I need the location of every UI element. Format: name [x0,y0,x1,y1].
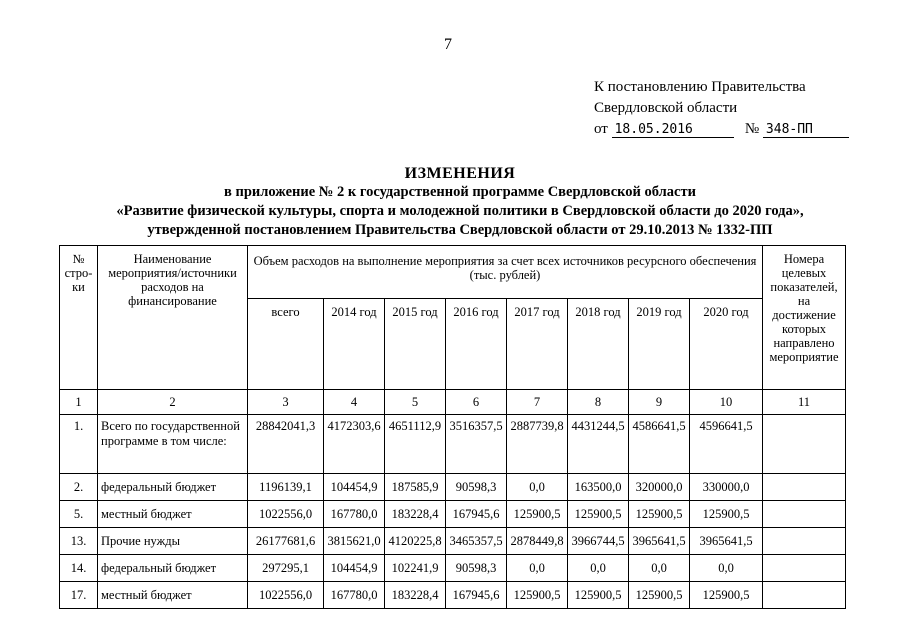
value-2016: 90598,3 [446,474,507,501]
row-name: Прочие нужды [98,528,248,555]
header-year-2019: 2019 год [629,299,690,390]
value-2018: 4431244,5 [568,415,629,474]
value-2016: 167945,6 [446,582,507,609]
heading-line-2: «Развитие физической культуры, спорта и молодежной политики в Свердловской области до 2020 года», [116,203,804,219]
value-2017: 2878449,8 [507,528,568,555]
row-targets [763,501,846,528]
approval-number-label: № [744,121,760,137]
value-2016: 167945,6 [446,501,507,528]
row-name: местный бюджет [98,582,248,609]
table-row [60,582,846,609]
value-2017: 125900,5 [507,501,568,528]
header-year-2018: 2018 год [568,299,629,390]
value-2020: 0,0 [690,555,763,582]
header-year-2016: 2016 год [446,299,507,390]
value-2018: 0,0 [568,555,629,582]
value-2016: 3465357,5 [446,528,507,555]
column-index: 4 [324,390,385,415]
value-2015: 187585,9 [385,474,446,501]
row-targets [763,555,846,582]
approval-date-line [594,119,849,140]
value-2020: 4596641,5 [690,415,763,474]
row-number: 14. [60,555,98,582]
heading-line-3: утвержденной постановлением Правительства Свердловской области от 29.10.2013 № 1332-ПП [147,222,773,238]
value-2015: 183228,4 [385,582,446,609]
row-name: местный бюджет [98,501,248,528]
value-2015: 4120225,8 [385,528,446,555]
approval-number: 348-ПП [763,123,849,138]
value-total: 297295,1 [248,555,324,582]
row-name: федеральный бюджет [98,555,248,582]
column-index: 1 [60,390,98,415]
value-2014: 104454,9 [324,474,385,501]
document-heading [60,165,860,240]
value-2015: 102241,9 [385,555,446,582]
header-row-number: № стро-ки [60,246,98,390]
header-year-2020: 2020 год [690,299,763,390]
column-index: 7 [507,390,568,415]
row-targets [763,474,846,501]
value-2016: 90598,3 [446,555,507,582]
value-2017: 2887739,8 [507,415,568,474]
value-2014: 167780,0 [324,582,385,609]
row-name: федеральный бюджет [98,474,248,501]
row-number: 13. [60,528,98,555]
heading-line-1: в приложение № 2 к государственной программе Свердловской области [224,184,696,200]
row-number: 17. [60,582,98,609]
row-targets [763,582,846,609]
value-2017: 0,0 [507,555,568,582]
column-index-row [60,390,846,415]
value-2016: 3516357,5 [446,415,507,474]
row-targets [763,528,846,555]
approval-line-1: К постановлению Правительства [594,79,806,95]
approval-line-2: Свердловской области [594,100,738,116]
value-2014: 3815621,0 [324,528,385,555]
column-index: 5 [385,390,446,415]
approval-date: 18.05.2016 [612,123,734,138]
value-2020: 125900,5 [690,582,763,609]
row-name: Всего по государственной программе в том числе: [98,415,248,474]
column-index: 11 [763,390,846,415]
table-row [60,415,846,474]
value-2019: 320000,0 [629,474,690,501]
column-index: 6 [446,390,507,415]
value-2019: 125900,5 [629,501,690,528]
row-number: 5. [60,501,98,528]
value-2018: 125900,5 [568,501,629,528]
header-targets: Номера целевых показателей, на достижение которых направлено мероприятие [763,246,846,390]
value-2018: 3966744,5 [568,528,629,555]
value-2020: 330000,0 [690,474,763,501]
value-2020: 3965641,5 [690,528,763,555]
row-number: 2. [60,474,98,501]
value-2018: 125900,5 [568,582,629,609]
column-index: 8 [568,390,629,415]
value-total: 26177681,6 [248,528,324,555]
value-2017: 0,0 [507,474,568,501]
column-index: 9 [629,390,690,415]
value-2019: 3965641,5 [629,528,690,555]
value-total: 28842041,3 [248,415,324,474]
value-2018: 163500,0 [568,474,629,501]
table-row [60,501,846,528]
header-year-2017: 2017 год [507,299,568,390]
header-year-2015: 2015 год [385,299,446,390]
row-number: 1. [60,415,98,474]
header-name: Наименование мероприятия/источники расходов на финансирование [98,246,248,390]
value-2017: 125900,5 [507,582,568,609]
header-total: всего [248,299,324,390]
document-title: ИЗМЕНЕНИЯ [404,165,516,182]
value-total: 1022556,0 [248,501,324,528]
value-total: 1196139,1 [248,474,324,501]
value-2014: 104454,9 [324,555,385,582]
value-2019: 0,0 [629,555,690,582]
approval-block [594,77,849,140]
value-total: 1022556,0 [248,582,324,609]
header-expenses: Объем расходов на выполнение мероприятия за счет всех источников ресурсного обеспечения (тыс. рублей) [248,246,763,299]
value-2015: 183228,4 [385,501,446,528]
header-year-2014: 2014 год [324,299,385,390]
value-2019: 125900,5 [629,582,690,609]
amendments-table [59,245,846,609]
row-targets [763,415,846,474]
value-2015: 4651112,9 [385,415,446,474]
column-index: 10 [690,390,763,415]
value-2014: 4172303,6 [324,415,385,474]
value-2014: 167780,0 [324,501,385,528]
page-number: 7 [444,36,452,53]
table-row [60,474,846,501]
column-index: 2 [98,390,248,415]
table-row [60,555,846,582]
column-index: 3 [248,390,324,415]
value-2020: 125900,5 [690,501,763,528]
table-row [60,528,846,555]
value-2019: 4586641,5 [629,415,690,474]
approval-from-label: от [594,121,608,137]
